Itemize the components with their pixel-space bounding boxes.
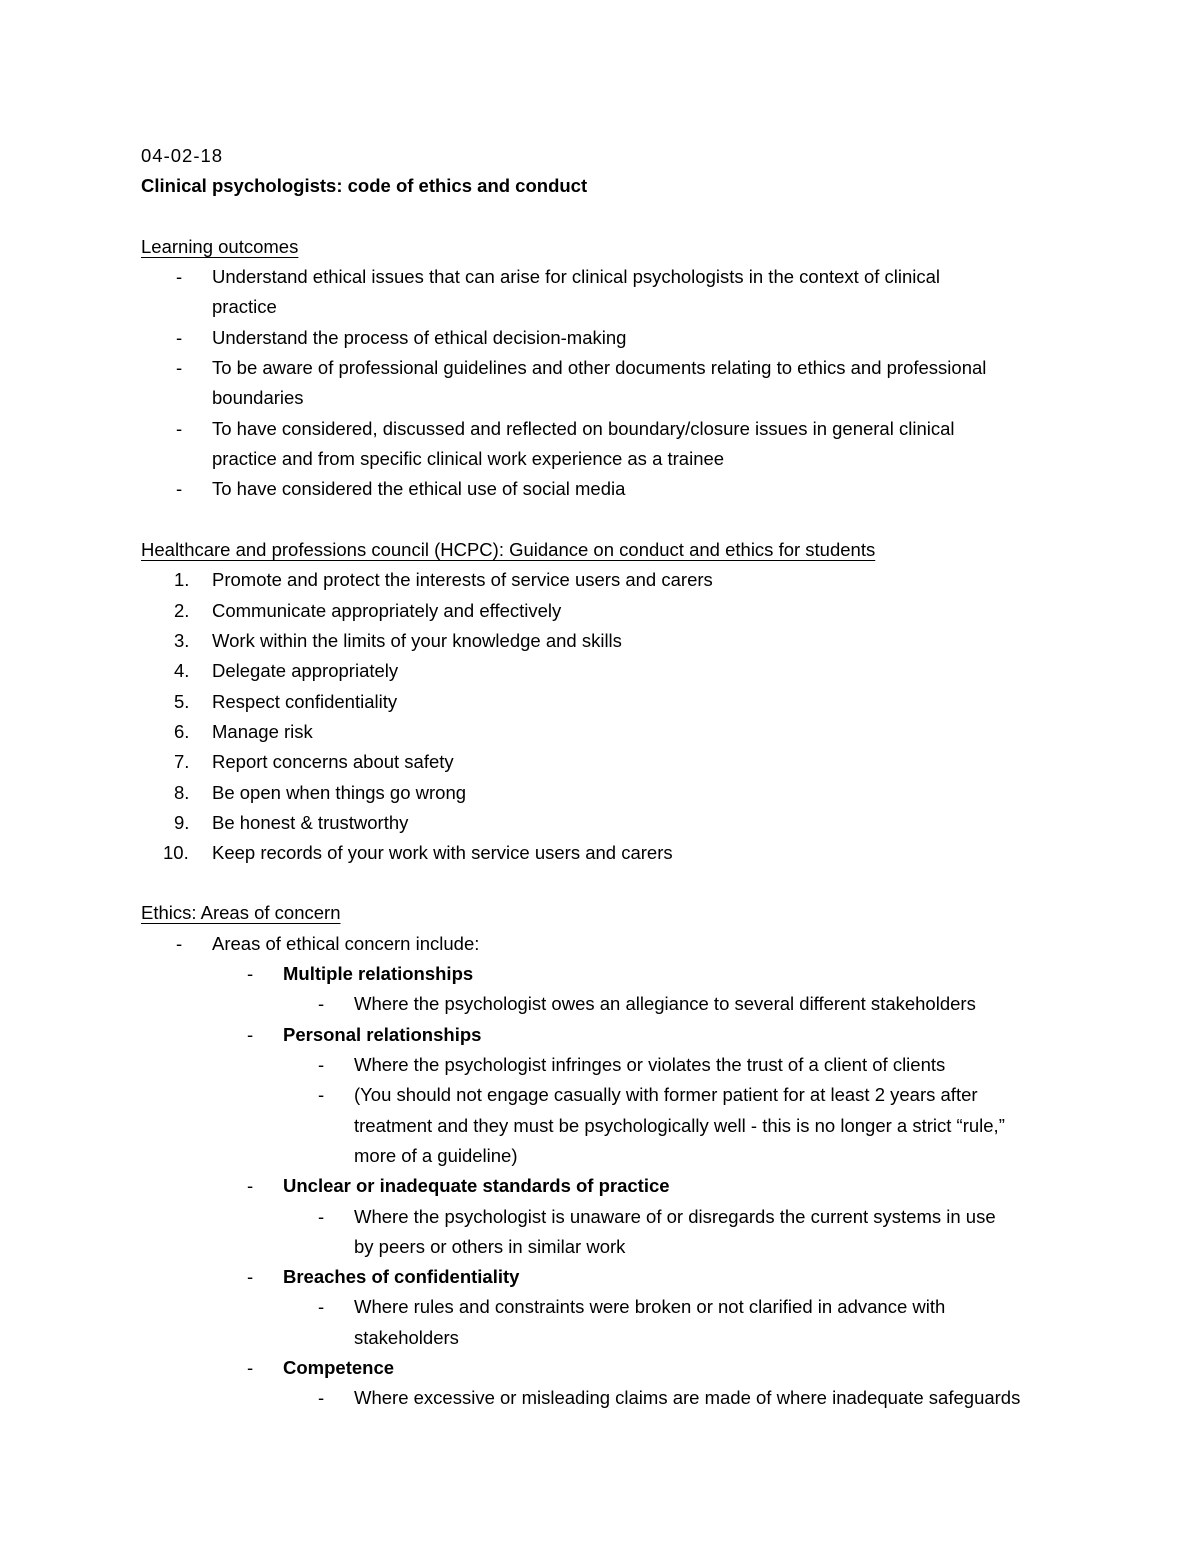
hcpc-item-text: Respect confidentiality <box>212 691 398 712</box>
outcome-text: practice <box>212 296 277 317</box>
ethics-heading: Ethics: Areas of concern <box>141 902 341 923</box>
area-point-text: Where the psychologist is unaware of or disregards the current systems in use <box>354 1206 996 1227</box>
hcpc-item-text: Communicate appropriately and effectively <box>212 600 562 621</box>
outcome-text: To be aware of professional guidelines and other documents relating to ethics and professional <box>212 357 987 378</box>
document-date: 04-02-18 <box>141 145 224 166</box>
area-point-text: treatment and they must be psychologically well - this is no longer a strict “rule,” <box>354 1115 1005 1136</box>
area-point-text: by peers or others in similar work <box>354 1236 626 1257</box>
outcome-text: boundaries <box>212 387 304 408</box>
list-number: 9. <box>174 812 190 833</box>
bullet-dash: - <box>176 266 183 287</box>
outcome-text: practice and from specific clinical work experience as a trainee <box>212 448 725 469</box>
bullet-dash: - <box>318 993 325 1014</box>
area-name: Multiple relationships <box>283 963 474 984</box>
bullet-dash: - <box>176 933 183 954</box>
area-point-text: stakeholders <box>354 1327 459 1348</box>
bullet-dash: - <box>176 418 183 439</box>
list-number: 7. <box>174 751 190 772</box>
outcome-text: Understand ethical issues that can arise for clinical psychologists in the context of clinical <box>212 266 941 287</box>
hcpc-item-text: Promote and protect the interests of service users and carers <box>212 569 713 590</box>
learning-outcomes-heading: Learning outcomes <box>141 236 299 257</box>
bullet-dash: - <box>176 478 183 499</box>
area-point-text: Where the psychologist infringes or violates the trust of a client of clients <box>354 1054 946 1075</box>
outcome-text: To have considered, discussed and reflected on boundary/closure issues in general clinical <box>212 418 955 439</box>
bullet-dash: - <box>318 1054 325 1075</box>
document-title: Clinical psychologists: code of ethics and conduct <box>141 175 588 196</box>
area-name: Competence <box>283 1357 395 1378</box>
list-number: 4. <box>174 660 190 681</box>
hcpc-item-text: Be open when things go wrong <box>212 782 467 803</box>
area-name: Personal relationships <box>283 1024 482 1045</box>
bullet-dash: - <box>318 1296 325 1317</box>
bullet-dash: - <box>318 1084 325 1105</box>
list-number: 5. <box>174 691 190 712</box>
area-name: Unclear or inadequate standards of practice <box>283 1175 670 1196</box>
bullet-dash: - <box>176 327 183 348</box>
outcome-text: To have considered the ethical use of social media <box>212 478 626 499</box>
bullet-dash: - <box>318 1206 325 1227</box>
bullet-dash: - <box>247 1357 254 1378</box>
area-point-text: Where rules and constraints were broken or not clarified in advance with <box>354 1296 946 1317</box>
outcome-text: Understand the process of ethical decision-making <box>212 327 627 348</box>
area-point-text: Where the psychologist owes an allegiance to several different stakeholders <box>354 993 976 1014</box>
hcpc-heading: Healthcare and professions council (HCPC): Guidance on conduct and ethics for students <box>141 539 876 560</box>
hcpc-item-text: Work within the limits of your knowledge and skills <box>212 630 622 651</box>
list-number: 2. <box>174 600 190 621</box>
area-name: Breaches of confidentiality <box>283 1266 520 1287</box>
hcpc-item-text: Be honest & trustworthy <box>212 812 409 833</box>
hcpc-item-text: Keep records of your work with service users and carers <box>212 842 673 863</box>
hcpc-item-text: Report concerns about safety <box>212 751 454 772</box>
bullet-dash: - <box>176 357 183 378</box>
list-number: 3. <box>174 630 190 651</box>
hcpc-item-text: Manage risk <box>212 721 313 742</box>
bullet-dash: - <box>247 1024 254 1045</box>
hcpc-item-text: Delegate appropriately <box>212 660 399 681</box>
bullet-dash: - <box>247 1266 254 1287</box>
bullet-dash: - <box>247 1175 254 1196</box>
list-number: 8. <box>174 782 190 803</box>
list-number: 10. <box>163 842 189 863</box>
area-point-text: more of a guideline) <box>354 1145 518 1166</box>
area-point-text: Where excessive or misleading claims are made of where inadequate safeguards <box>354 1387 1021 1408</box>
area-point-text: (You should not engage casually with former patient for at least 2 years after <box>354 1084 978 1105</box>
bullet-dash: - <box>318 1387 325 1408</box>
bullet-dash: - <box>247 963 254 984</box>
list-number: 1. <box>174 569 190 590</box>
list-number: 6. <box>174 721 190 742</box>
ethics-intro: Areas of ethical concern include: <box>212 933 480 954</box>
